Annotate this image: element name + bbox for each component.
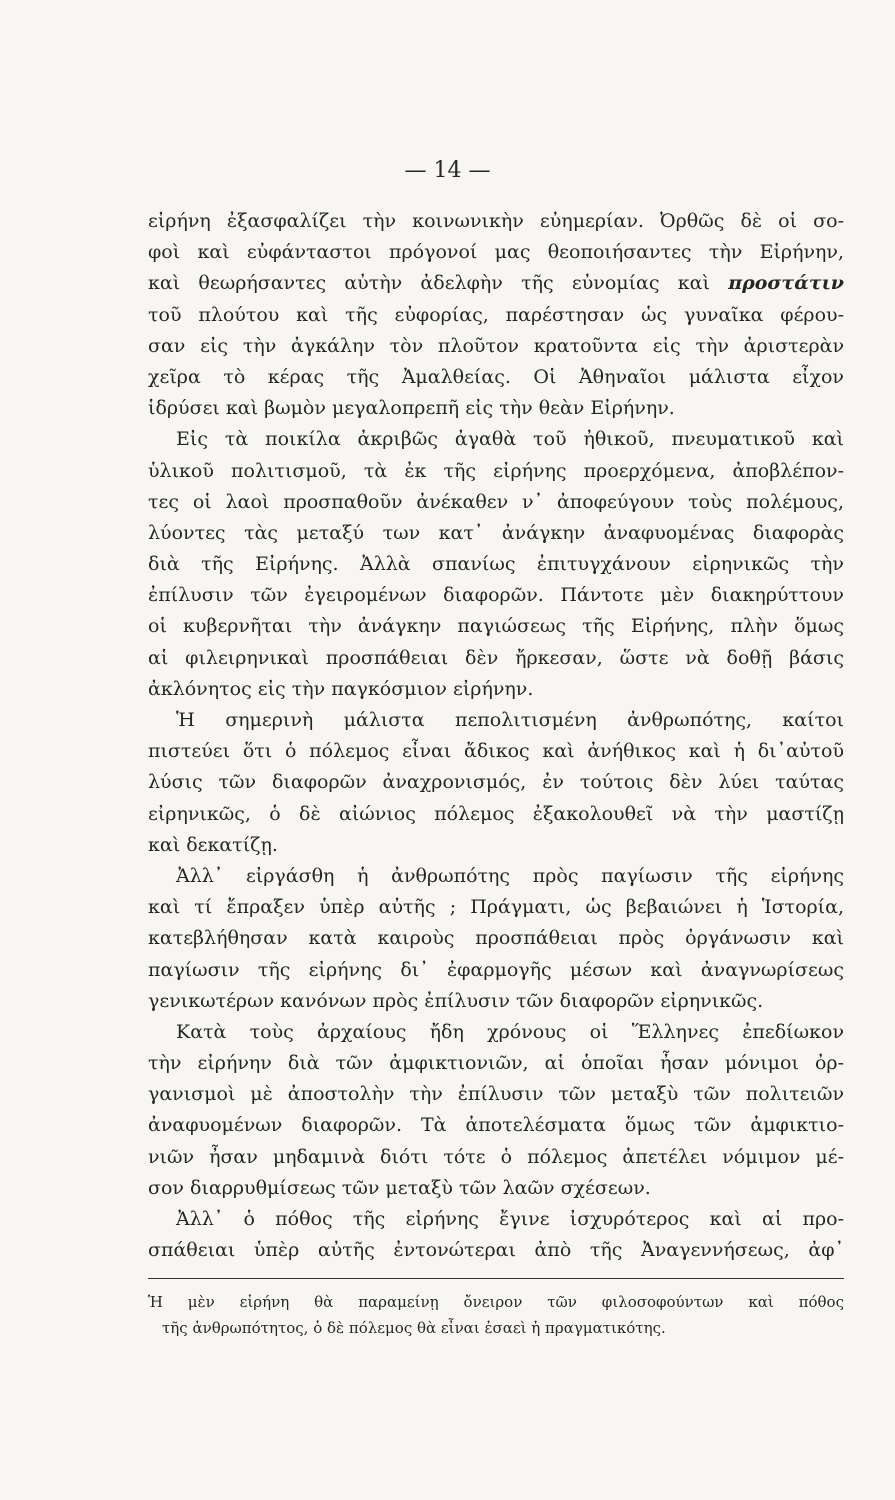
text-line: [148, 923, 844, 954]
emphasized-word: προστάτιν: [728, 272, 844, 295]
footnote-line: Ἡ μὲν εἰρήνη θὰ παραμείνῃ ὄνειρον τῶν φιλοσοφούντων καὶ πόθος: [148, 1293, 844, 1311]
text-line: [148, 1079, 844, 1110]
text-line: [148, 674, 844, 705]
text-line-content: Κατὰ τοὺς ἀρχαίους ἤδη χρόνους οἱ Ἕλληνες ἐπεδίωκον: [176, 1020, 844, 1043]
text-line: [148, 955, 844, 986]
text-line-content: νιῶν ἦσαν μηδαμινὰ διότι τότε ὁ πόλεμος ἀπετέλει νόμιμον μέ-: [148, 1145, 844, 1168]
footnote-line: τῆς ἀνθρωπότητος, ὁ δὲ πόλεμος θὰ εἶναι ἐσαεὶ ἡ πραγματικότης.: [162, 1319, 666, 1337]
text-line-content: τοῦ πλούτου καὶ τῆς εὐφορίας, παρέστησαν ὡς γυναῖκα φέρου-: [148, 303, 844, 326]
text-line-content: λύοντες τὰς μεταξύ των κατ᾽ ἀνάγκην ἀναφυομένας διαφορὰς: [148, 521, 844, 544]
footnote: [148, 1289, 844, 1341]
text-line-content: φοὶ καὶ εὐφάνταστοι πρόγονοί μας θεοποιήσαντες τὴν Εἰρήνην,: [148, 241, 844, 264]
text-line: [148, 892, 844, 923]
text-line: [148, 1048, 844, 1079]
text-line: [148, 986, 844, 1017]
text-line: [148, 456, 844, 487]
text-line-content: σαν εἰς τὴν ἀγκάλην τὸν πλοῦτον κρατοῦντα εἰς τὴν ἀριστερὰν: [148, 334, 844, 357]
text-line: [148, 393, 844, 424]
text-line-content: καὶ θεωρήσαντες αὐτὴν ἀδελφὴν τῆς εὐνομίας καὶ: [148, 272, 729, 295]
text-line-content: εἰρήνη ἐξασφαλίζει τὴν κοινωνικὴν εὐημερίαν. Ὀρθῶς δὲ οἱ σο-: [148, 210, 844, 232]
text-line: [148, 643, 844, 674]
text-line-content: ὑλικοῦ πολιτισμοῦ, τὰ ἐκ τῆς εἰρήνης προερχόμενα, ἀποβλέπον-: [148, 459, 844, 482]
text-line: [148, 1110, 844, 1141]
text-line: [148, 424, 844, 455]
text-line-content: κατεβλήθησαν κατὰ καιροὺς προσπάθειαι πρὸς ὀργάνωσιν καὶ: [148, 927, 844, 950]
text-line: [148, 518, 844, 549]
text-line: [148, 767, 844, 798]
text-line: [148, 705, 844, 736]
text-line: [148, 362, 844, 393]
text-line: [148, 1204, 844, 1235]
text-line: [148, 830, 844, 861]
text-line-content: καὶ τί ἔπραξεν ὑπὲρ αὐτῆς ; Πράγματι, ὡς βεβαιώνει ἡ Ἱστορία,: [148, 896, 844, 919]
text-line: [148, 736, 844, 767]
text-line-content: ἐπίλυσιν τῶν ἐγειρομένων διαφορῶν. Πάντοτε μὲν διακηρύττουν: [148, 584, 844, 607]
text-line-content: αἱ φιλειρηνικαὶ προσπάθειαι δὲν ἤρκεσαν, ὥστε νὰ δοθῇ βάσις: [148, 646, 844, 669]
text-line-content: Εἰς τὰ ποικίλα ἀκριβῶς ἀγαθὰ τοῦ ἠθικοῦ, πνευματικοῦ καὶ: [176, 428, 844, 451]
footnote-divider: [148, 1278, 844, 1279]
text-line-content: εἰρηνικῶς, ὁ δὲ αἰώνιος πόλεμος ἐξακολουθεῖ νὰ τὴν μαστίζῃ: [148, 802, 844, 825]
text-line: [148, 861, 844, 892]
text-line-content: χεῖρα τὸ κέρας τῆς Ἀμαλθείας. Οἱ Ἀθηναῖοι μάλιστα εἶχον: [148, 365, 844, 388]
text-line-content: Ἀλλ᾽ εἰργάσθη ἡ ἀνθρωπότης πρὸς παγίωσιν τῆς εἰρήνης: [176, 864, 844, 887]
text-line: [148, 1017, 844, 1048]
text-line: [148, 1142, 844, 1173]
text-line: [148, 300, 844, 331]
text-line: [148, 611, 844, 642]
text-line-content: γανισμοὶ μὲ ἀποστολὴν τὴν ἐπίλυσιν τῶν μεταξὺ τῶν πολιτειῶν: [148, 1083, 844, 1106]
text-line: [148, 1235, 844, 1266]
text-line-content: σπάθειαι ὑπὲρ αὐτῆς ἐντονώτεραι ἀπὸ τῆς Ἀναγεννήσεως, ἀφ᾽: [148, 1239, 844, 1262]
text-line-content: οἱ κυβερνῆται τὴν ἀνάγκην παγιώσεως τῆς Εἰρήνης, πλὴν ὅμως: [148, 615, 844, 638]
text-line-content: καὶ δεκατίζῃ.: [148, 833, 278, 856]
text-line-content: παγίωσιν τῆς εἰρήνης δι᾽ ἐφαρμογῆς μέσων καὶ ἀναγνωρίσεως: [148, 958, 844, 981]
body-text: [148, 206, 844, 1266]
text-line-content: Ἀλλ᾽ ὁ πόθος τῆς εἰρήνης ἔγινε ἰσχυρότερος καὶ αἱ προ-: [176, 1208, 844, 1230]
text-line-content: πιστεύει ὅτι ὁ πόλεμος εἶναι ἄδικος καὶ ἀνήθικος καὶ ἡ δι᾽αὐτοῦ: [148, 740, 844, 763]
text-line: [148, 268, 844, 299]
text-line-content: ἀκλόνητος εἰς τὴν παγκόσμιον εἰρήνην.: [148, 677, 534, 700]
text-line: [148, 237, 844, 268]
text-line-content: Ἡ σημερινὴ μάλιστα πεπολιτισμένη ἀνθρωπότης, καίτοι: [176, 709, 844, 731]
text-line: [148, 487, 844, 518]
text-line-content: λύσις τῶν διαφορῶν ἀναχρονισμός, ἐν τούτοις δὲν λύει ταύτας: [148, 771, 844, 794]
text-line-content: τες οἱ λαοὶ προσπαθοῦν ἀνέκαθεν ν᾽ ἀποφεύγουν τοὺς πολέμους,: [148, 490, 844, 513]
text-line: [148, 549, 844, 580]
text-line-content: γενικωτέρων κανόνων πρὸς ἐπίλυσιν τῶν διαφορῶν εἰρηνικῶς.: [148, 989, 764, 1012]
text-line-content: διὰ τῆς Εἰρήνης. Ἀλλὰ σπανίως ἐπιτυγχάνουν εἰρηνικῶς τὴν: [148, 553, 844, 576]
text-line: [148, 580, 844, 611]
text-line-content: τὴν εἰρήνην διὰ τῶν ἀμφικτιονιῶν, αἱ ὁποῖαι ἦσαν μόνιμοι ὀρ-: [148, 1052, 844, 1075]
text-line-content: σον διαρρυθμίσεως τῶν μεταξὺ τῶν λαῶν σχέσεων.: [148, 1176, 651, 1199]
text-line-content: ἀναφυομένων διαφορῶν. Τὰ ἀποτελέσματα ὅμως τῶν ἀμφικτιο-: [148, 1114, 844, 1137]
text-line: [148, 1173, 844, 1204]
text-line: [148, 206, 844, 237]
text-line-content: ἱδρύσει καὶ βωμὸν μεγαλοπρεπῆ εἰς τὴν θεὰν Εἰρήνην.: [148, 397, 675, 420]
page-number: — 14 —: [404, 158, 491, 183]
text-line: [148, 331, 844, 362]
text-line: [148, 799, 844, 830]
